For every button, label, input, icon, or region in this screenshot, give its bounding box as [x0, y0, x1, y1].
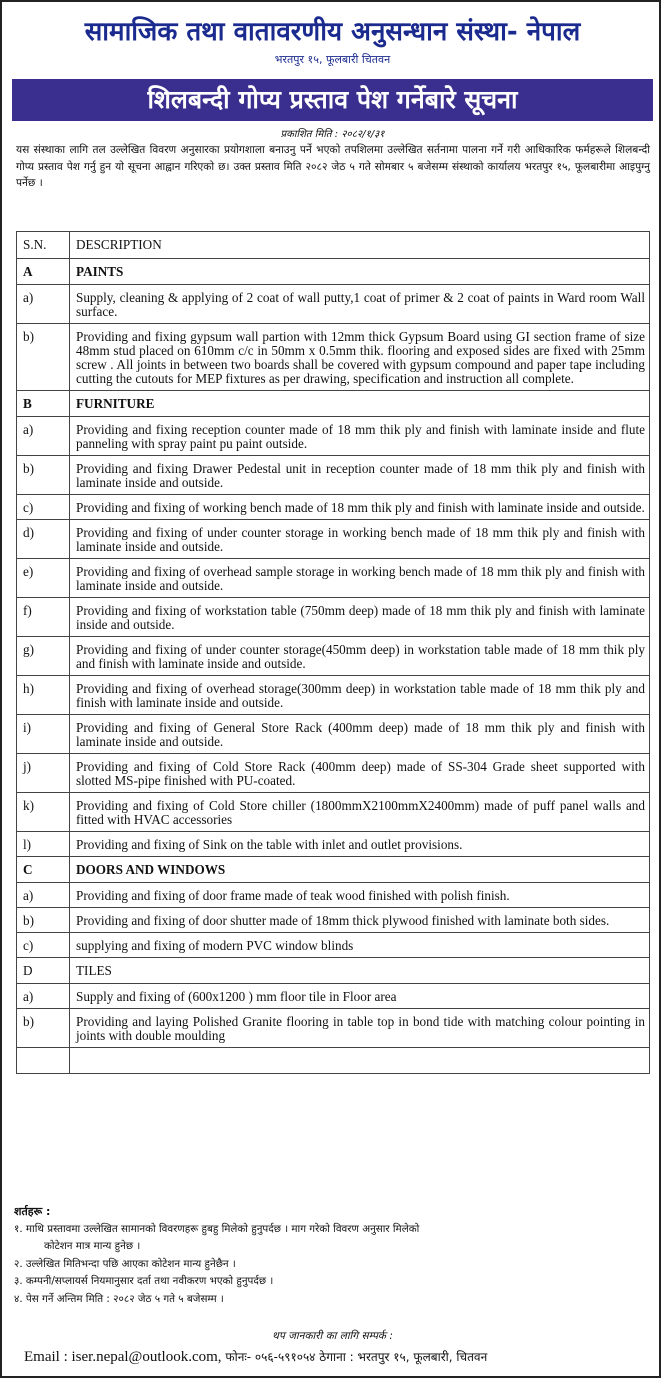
item-sn: b) [17, 324, 70, 391]
table-row [17, 417, 650, 456]
table-row [17, 676, 650, 715]
section-row [17, 958, 650, 984]
contact-heading: थप जानकारी का लागि सम्पर्क : [272, 1330, 393, 1342]
item-description: Providing and fixing of Cold Store chiller (1800mmX2100mmX2400mm) made of puff panel walls and fitted with HVAC accessories [70, 793, 650, 832]
table-row [17, 933, 650, 958]
table-row [17, 324, 650, 391]
item-description: Providing and fixing of under counter storage in working bench made of 18 mm thik ply and finish with laminate inside and outside. [70, 520, 650, 559]
table-row [17, 285, 650, 324]
section-code: C [17, 857, 70, 883]
item-description: Providing and fixing of overhead storage(300mm deep) in workstation table made of 18 mm thik ply and finish with laminate inside and outside. [70, 676, 650, 715]
section-row [17, 857, 650, 883]
item-description: Providing and fixing of under counter storage(450mm deep) in workstation table made of 18 mm thik ply and finish with laminate inside and outside. [70, 637, 650, 676]
contact-phone-address: फोनः- ०५६-५९१०५४ ठेगाना : भरतपुर १५, फूलबारी, चितवन [221, 1350, 488, 1364]
table-row [17, 559, 650, 598]
blank-row [17, 1048, 650, 1074]
contact-line [24, 1348, 654, 1366]
item-description: Providing and fixing reception counter made of 18 mm thik ply and finish with laminate inside and flute panneling with spray paint pu paint outside. [70, 417, 650, 456]
items-table-body [17, 232, 650, 1074]
item-sn: c) [17, 495, 70, 520]
item-sn: c) [17, 933, 70, 958]
table-row [17, 832, 650, 857]
terms-heading: शर्तहरू : [14, 1205, 51, 1218]
item-description: supplying and fixing of modern PVC window blinds [70, 933, 650, 958]
item-description: Supply and fixing of (600x1200 ) mm floor tile in Floor area [70, 984, 650, 1009]
section-title: DOORS AND WINDOWS [70, 857, 650, 883]
item-sn: a) [17, 285, 70, 324]
item-sn: a) [17, 883, 70, 908]
table-row [17, 754, 650, 793]
table-header-row [17, 232, 650, 259]
table-row [17, 715, 650, 754]
item-description: Providing and fixing of General Store Rack (400mm deep) made of 18 mm thik ply and finish with laminate inside and outside. [70, 715, 650, 754]
item-sn: h) [17, 676, 70, 715]
table-row [17, 883, 650, 908]
notice-title-banner: शिलबन्दी गोप्य प्रस्ताव पेश गर्नेबारे सूचना [12, 79, 653, 121]
terms-item: ४. पेस गर्ने अन्तिम मिति : २०८२ जेठ ५ गते ५ बजेसम्म । [14, 1292, 224, 1305]
table-row [17, 456, 650, 495]
item-sn: e) [17, 559, 70, 598]
item-description: Supply, cleaning & applying of 2 coat of wall putty,1 coat of primer & 2 coat of paints in Ward room Wall surface. [70, 285, 650, 324]
item-description: Providing and fixing of door shutter made of 18mm thick plywood finished with laminate both sides. [70, 908, 650, 933]
section-code: D [17, 958, 70, 984]
terms-section [14, 1203, 654, 1308]
table-row [17, 495, 650, 520]
section-row [17, 391, 650, 417]
item-sn: g) [17, 637, 70, 676]
item-description: Providing and fixing of overhead sample storage in working bench made of 18 mm thik ply and finish with laminate inside and outside. [70, 559, 650, 598]
blank-cell [17, 1048, 70, 1074]
section-code: A [17, 259, 70, 285]
blank-cell [70, 1048, 650, 1074]
intro-paragraph: यस संस्थाका लागि तल उल्लेखित विवरण अनुसारका प्रयोगशाला बनाउनु पर्ने भएको तपशिलमा उल्लेखित सर्तनामा पालना गर्ने गरी आधिकारिक फर्महरूले शिलबन्दी गोप्य प्रस्ताव पेश गर्नु हुन यो सूचना आह्वान गरिएको छ। उक्त प्रस्ताव मिति २०८२ जेठ ५ गते सोमबार ५ बजेसम्म संस्थाको कार्यालय भरतपुर १५, फूलबारीमा आइपुग्नु पर्नेछ । [16, 144, 650, 189]
table-row [17, 1009, 650, 1048]
organization-name: सामाजिक तथा वातावरणीय अनुसन्धान संस्था- नेपाल [84, 17, 581, 47]
item-description: Providing and fixing of door frame made of teak wood finished with polish finish. [70, 883, 650, 908]
contact-email[interactable]: Email : iser.nepal@outlook.com, [24, 1349, 222, 1365]
item-sn: k) [17, 793, 70, 832]
terms-item-continuation: कोटेशन मात्र मान्य हुनेछ । [44, 1240, 141, 1252]
item-description: Providing and fixing of workstation table (750mm deep) made of 18 mm thik ply and finish with laminate inside and outside. [70, 598, 650, 637]
item-description: Providing and fixing of Sink on the table with inlet and outlet provisions. [70, 832, 650, 857]
item-description: Providing and fixing of working bench made of 18 mm thik ply and finish with laminate inside and outside. [70, 495, 650, 520]
table-row [17, 984, 650, 1009]
terms-item: २. उल्लेखित मितिभन्दा पछि आएका कोटेशन मान्य हुनेछैन । [14, 1257, 236, 1270]
section-title: PAINTS [70, 259, 650, 285]
header-description: DESCRIPTION [70, 232, 650, 259]
organization-address: भरतपुर १५, फूलबारी चितवन [274, 53, 391, 66]
table-row [17, 520, 650, 559]
section-title: FURNITURE [70, 391, 650, 417]
section-title: TILES [70, 958, 650, 984]
item-sn: i) [17, 715, 70, 754]
items-table [16, 231, 650, 1074]
item-sn: l) [17, 832, 70, 857]
item-sn: b) [17, 456, 70, 495]
item-description: Providing and laying Polished Granite flooring in table top in bond tide with matching colour pointing in joints with double moulding [70, 1009, 650, 1048]
item-sn: f) [17, 598, 70, 637]
item-sn: a) [17, 417, 70, 456]
item-sn: j) [17, 754, 70, 793]
terms-item: १. माथि प्रस्तावमा उल्लेखित सामानको विवरणहरू हुबहु मिलेको हुनुपर्दछ । माग गरेको विवरण अनुसार मिलेको [14, 1222, 420, 1235]
section-code: B [17, 391, 70, 417]
item-description: Providing and fixing gypsum wall partion with 12mm thick Gypsum Board using GI section frame of size 48mm stud placed on 610mm c/c in 50mm x 0.5mm thik. flooring and exposed sides are fixed with 25mm screw . All joints in between two boards shall be covered with gypsum compound and paper tape including cutting the cutouts for MEP fixtures as per drawing, specification and instruction all complete. [70, 324, 650, 391]
item-sn: d) [17, 520, 70, 559]
section-row [17, 259, 650, 285]
table-row [17, 598, 650, 637]
terms-item: ३. कम्पनी/सप्लायर्स नियमानुसार दर्ता तथा नवीकरण भएको हुनुपर्दछ । [14, 1275, 274, 1287]
header-sn: S.N. [17, 232, 70, 259]
table-row [17, 637, 650, 676]
table-row [17, 908, 650, 933]
item-description: Providing and fixing Drawer Pedestal unit in reception counter made of 18 mm thik ply and finish with laminate inside and outside. [70, 456, 650, 495]
item-description: Providing and fixing of Cold Store Rack (400mm deep) made of SS-304 Grade sheet supported with slotted MS-pipe finished with PU-coated. [70, 754, 650, 793]
item-sn: a) [17, 984, 70, 1009]
item-sn: b) [17, 1009, 70, 1048]
table-row [17, 793, 650, 832]
published-date: प्रकाशित मिति : २०८२/१/३१ [280, 129, 385, 140]
item-sn: b) [17, 908, 70, 933]
